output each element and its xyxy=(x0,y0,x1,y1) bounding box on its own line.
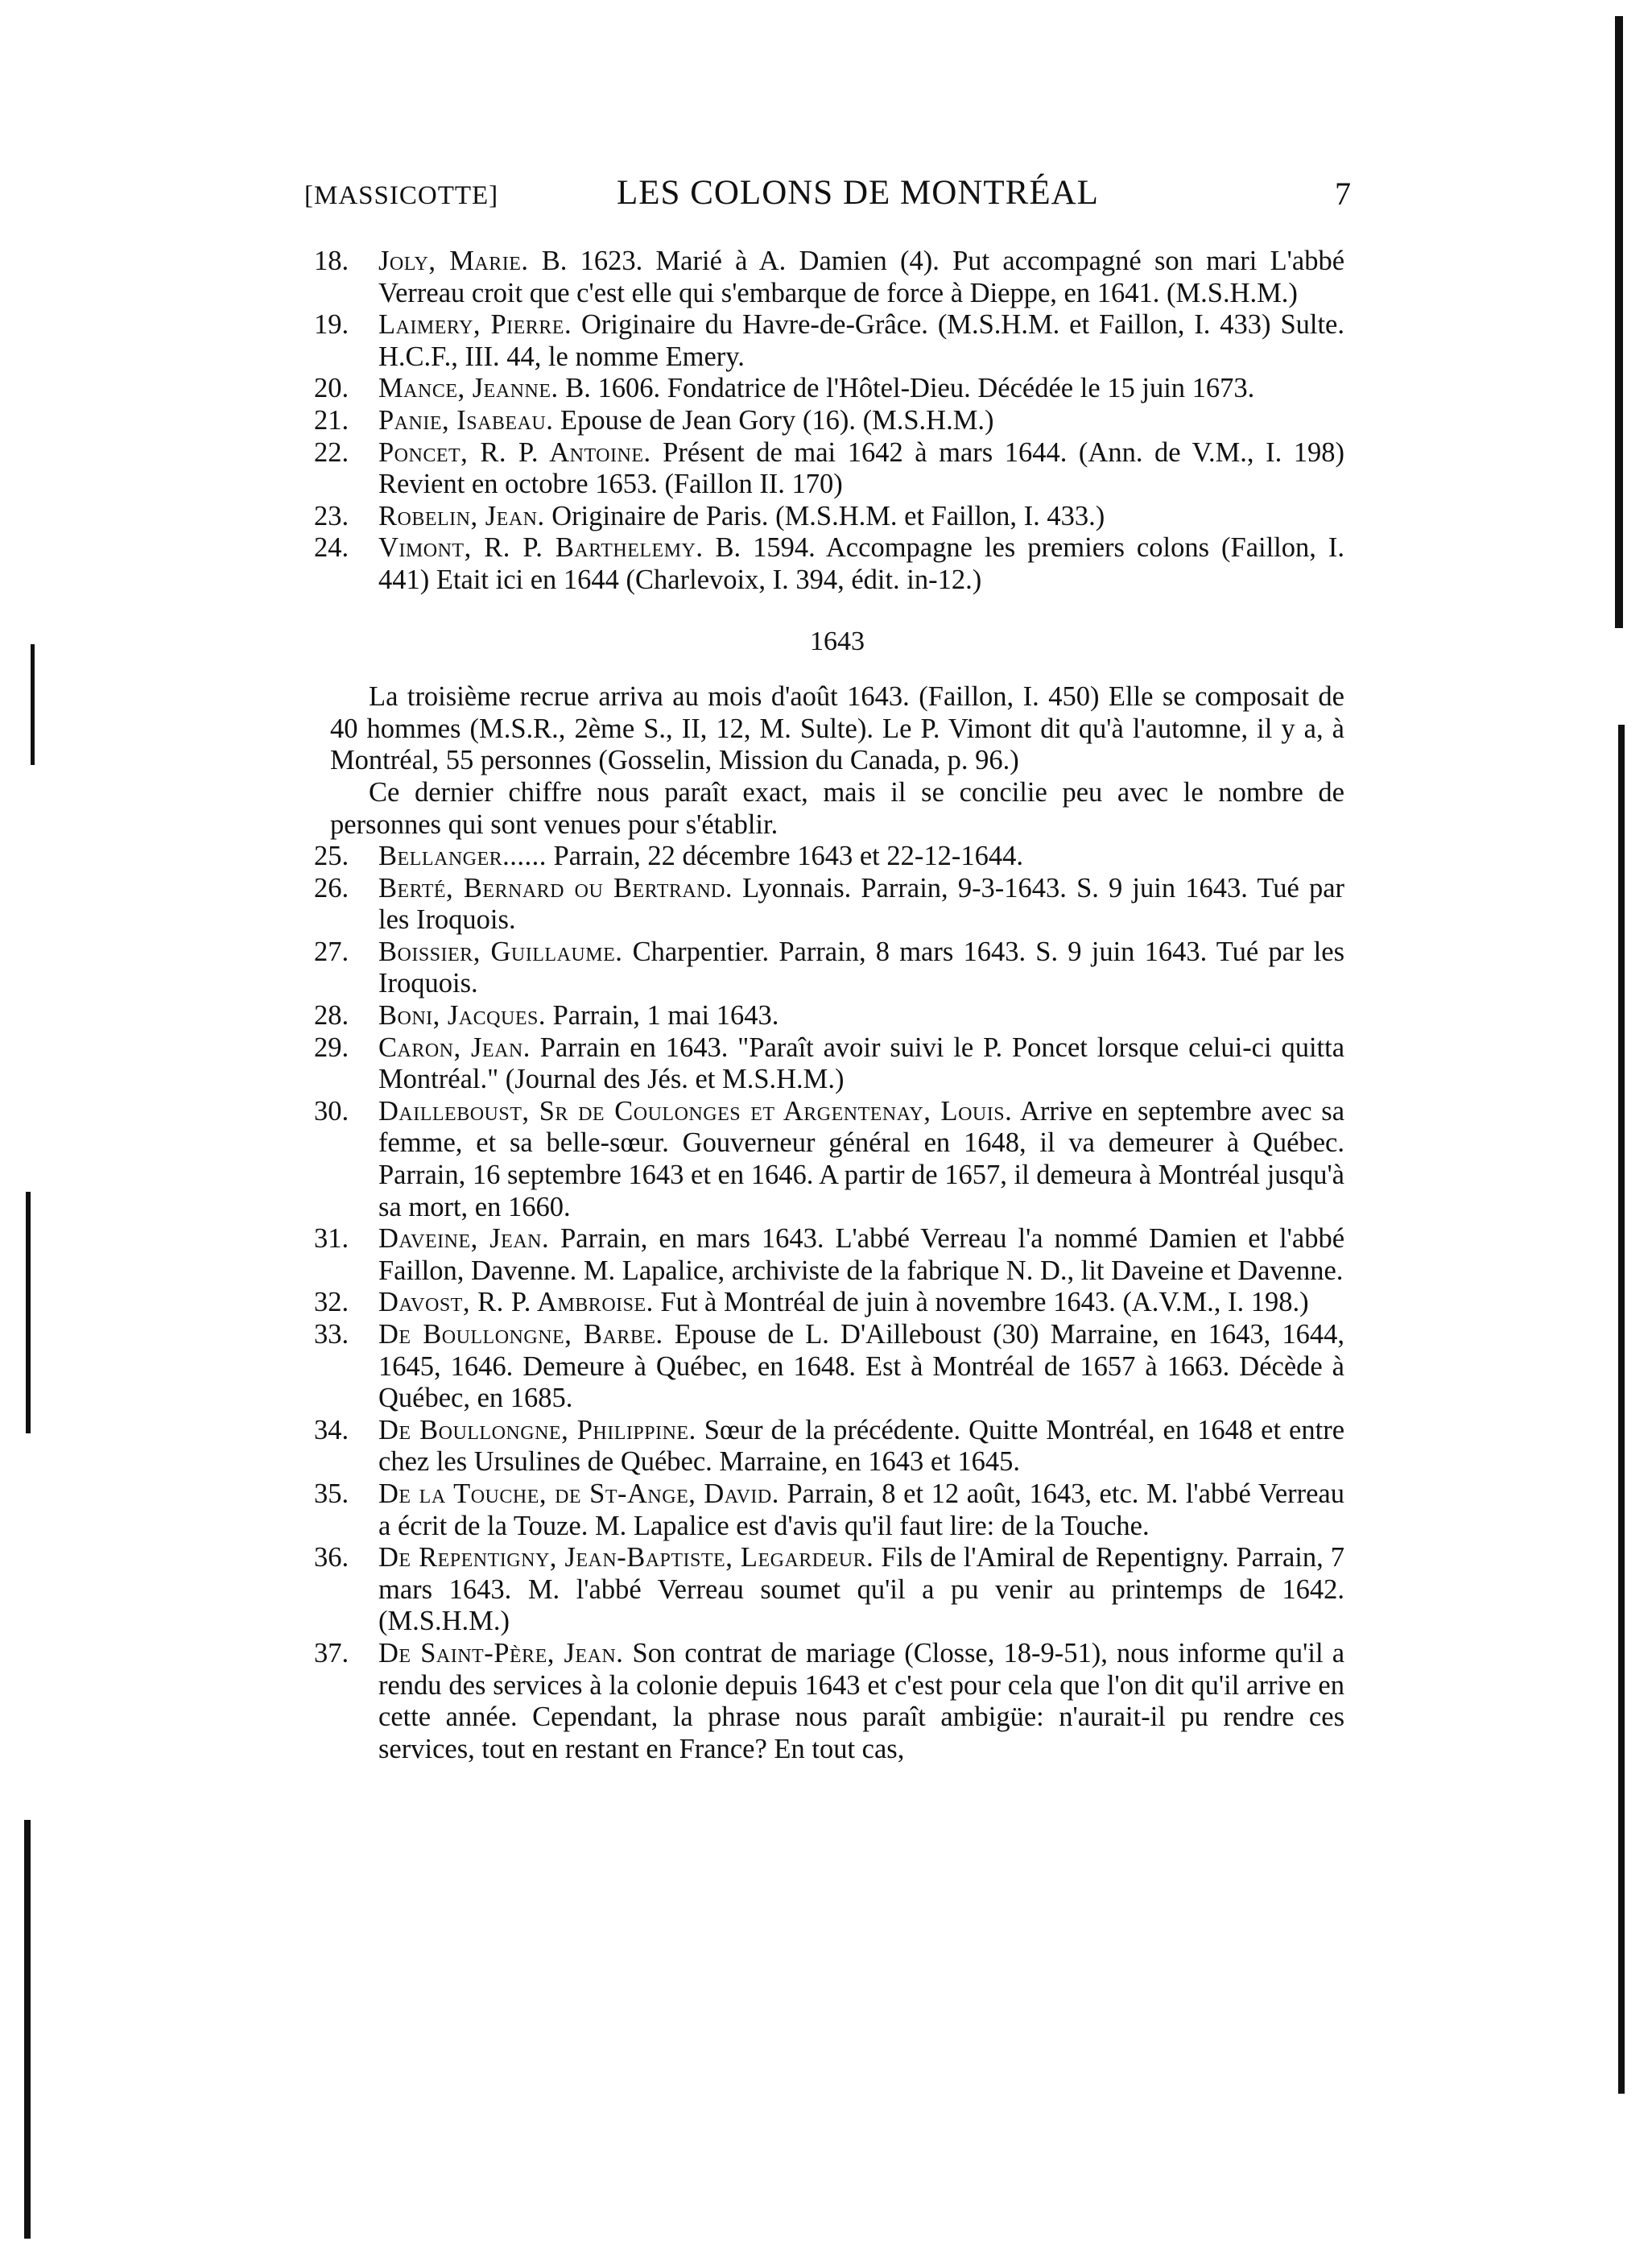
scan-edge-mark xyxy=(1615,16,1623,628)
entry-number: 29. xyxy=(314,1032,349,1063)
entry-number: 19. xyxy=(314,309,349,341)
entry-text: Originaire du Havre-de-Grâce. (M.S.H.M. et Faillon, I. 433) Sulte. H.C.F., III. 44, le nomme Emery. xyxy=(378,309,1344,372)
entry-number: 20. xyxy=(314,373,349,404)
entry-name: Laimery, Pierre. xyxy=(378,309,572,341)
entry xyxy=(314,1000,1344,1032)
entry xyxy=(314,1032,1345,1096)
entry-text: Parrain, 22 décembre 1643 et 22-12-1644. xyxy=(553,841,1023,872)
entry-name: Berté, Bernard ou Bertrand. xyxy=(378,872,733,904)
entry-text: Originaire de Paris. (M.S.H.M. et Faillon, I. 433.) xyxy=(551,500,1105,531)
entry xyxy=(314,532,1345,596)
entry-name: Poncet, R. P. Antoine. xyxy=(378,436,651,468)
entry xyxy=(314,1478,1344,1542)
entry-number: 31. xyxy=(314,1223,349,1255)
entry xyxy=(314,936,1344,1000)
entry xyxy=(314,309,1344,373)
entry-name: Boissier, Guillaume. xyxy=(378,936,623,967)
entry-name: Joly, Marie. xyxy=(378,246,529,276)
scan-edge-mark xyxy=(1618,725,1625,2094)
entry xyxy=(314,404,1344,437)
entry-number: 27. xyxy=(314,936,349,967)
scan-edge-mark xyxy=(24,1820,31,2239)
entry-text: Présent de mai 1642 à mars 1644. (Ann. de V.M., I. 198) Revient en octobre 1653. (Faillon II. 170) xyxy=(378,436,1344,500)
entry-name: Caron, Jean. xyxy=(378,1032,531,1063)
entry xyxy=(314,373,1344,405)
entry-text: Charpentier. Parrain, 8 mars 1643. S. 9 juin 1643. Tué par les Iroquois. xyxy=(378,936,1344,999)
entry xyxy=(314,1542,1345,1638)
entry-text: Arrive en septembre avec sa femme, et sa belle-sœur. Gouverneur général en 1648, il va demeurer à Québec. Parrain, 16 septembre 1643 et en 1646. A partir de 1657, il demeura à Montréal jusqu'à sa mort, en 1660. xyxy=(378,1095,1345,1222)
entry-name: Boni, Jacques. xyxy=(378,1000,546,1032)
entry-name: Dailleboust, Sr de Coulonges et Argentenay, Louis. xyxy=(378,1095,1013,1127)
entry-name: Vimont, R. P. Barthelemy. xyxy=(378,532,704,564)
header-author: [MASSICOTTE] xyxy=(304,181,499,210)
entry-name: Panie, Isabeau. xyxy=(378,404,554,436)
entry-text: Son contrat de mariage (Closse, 18-9-51), nous informe qu'il a rendu des services à la colonie depuis 1643 et c'est pour cela que l'on dit qu'il arrive en cette année. Cependant, la phrase nous paraît ambigüe: n'aurait-il pu rendre ces services, tout en restant en France? En tout cas, xyxy=(378,1637,1345,1764)
entry-number: 24. xyxy=(314,532,349,564)
entry xyxy=(314,1637,1345,1765)
entry-number: 23. xyxy=(314,500,349,531)
entry-number: 25. xyxy=(314,841,349,872)
entry-text: Parrain en 1643. "Paraît avoir suivi le P. Poncet lorsque celui-ci quitta Montréal." (Journal des Jés. et M.S.H.M.) xyxy=(378,1032,1345,1095)
entry-text: Fut à Montréal de juin à novembre 1643. (A.V.M., I. 198.) xyxy=(660,1287,1309,1318)
entry xyxy=(314,1095,1345,1223)
entry xyxy=(314,1319,1345,1415)
entry-number: 26. xyxy=(314,872,349,904)
entry-text: B. 1623. Marié à A. Damien (4). Put accompagné son mari L'abbé Verreau croit que c'est elle qui s'embarque de force à Dieppe, en 1641. (M.S.H.M.) xyxy=(378,246,1345,308)
entry-number: 30. xyxy=(314,1095,349,1127)
entry xyxy=(314,1287,1344,1319)
entry-name: De la Touche, de St-Ange, David. xyxy=(378,1478,779,1509)
entry xyxy=(314,872,1345,937)
entry-name: Bellanger...... xyxy=(378,841,547,872)
entry xyxy=(314,500,1344,533)
entry-name: Robelin, Jean. xyxy=(378,500,545,531)
entry-name: De Repentigny, Jean-Baptiste, Legardeur. xyxy=(378,1542,874,1573)
entry-number: 33. xyxy=(314,1319,349,1350)
paragraph: La troisième recrue arriva au mois d'août 1643. (Faillon, I. 450) Elle se composait de 40 hommes (M.S.R., 2ème S., II, 12, M. Sulte). Le P. Vimont dit qu'à l'automne, il y a, à Montréal, 55 personnes (Gosselin, Mission du Canada, p. 96.) xyxy=(330,681,1344,776)
entry-name: Daveine, Jean. xyxy=(378,1223,550,1255)
entry-number: 35. xyxy=(314,1478,349,1509)
entry-number: 21. xyxy=(314,404,349,436)
entry-text: Sœur de la précédente. Quitte Montréal, en 1648 et entre chez les Ursulines de Québec. Marraine, en 1643 et 1645. xyxy=(378,1414,1345,1478)
entry-text: Parrain, 8 et 12 août, 1643, etc. M. l'abbé Verreau a écrit de la Touze. M. Lapalice est d'avis qu'il faut lire: de la Touche. xyxy=(378,1478,1344,1541)
running-header xyxy=(304,173,1351,221)
entry-number: 37. xyxy=(314,1637,349,1668)
entries-list-after xyxy=(314,841,1345,1765)
entry-name: De Boullongne, Philippine. xyxy=(378,1414,696,1445)
page-number: 7 xyxy=(1335,176,1351,212)
page-body xyxy=(314,246,1345,1765)
entry-text: Epouse de Jean Gory (16). (M.S.H.M.) xyxy=(560,404,994,436)
year-heading: 1643 xyxy=(810,626,865,656)
entry-text: B. 1594. Accompagne les premiers colons (Faillon, I. 441) Etait ici en 1644 (Charlevoix, I. 394, édit. in-12.) xyxy=(378,532,1345,595)
entry-text: Lyonnais. Parrain, 9-3-1643. S. 9 juin 1643. Tué par les Iroquois. xyxy=(378,872,1345,936)
entry-name: Mance, Jeanne. xyxy=(378,373,559,404)
entry-number: 32. xyxy=(314,1287,349,1318)
intro-paragraphs xyxy=(330,681,1344,841)
entry-number: 36. xyxy=(314,1542,349,1573)
entry-text: Parrain, en mars 1643. L'abbé Verreau l'a nommé Damien et l'abbé Faillon, Davenne. M. Lapalice, archiviste de la fabrique N. D., lit Daveine et Davenne. xyxy=(378,1223,1345,1286)
scan-edge-mark xyxy=(31,644,35,765)
header-title: LES COLONS DE MONTRÉAL xyxy=(617,174,1099,212)
entry-text: Epouse de L. D'Ailleboust (30) Marraine, en 1643, 1644, 1645, 1646. Demeure à Québec, en 1648. Est à Montréal de 1657 à 1663. Décède à Québec, en 1685. xyxy=(378,1319,1345,1414)
entry xyxy=(314,1223,1345,1287)
entry-name: De Saint-Père, Jean. xyxy=(378,1637,624,1668)
entry-text: Parrain, 1 mai 1643. xyxy=(552,1000,779,1032)
entry xyxy=(314,1414,1345,1478)
entry-text: B. 1606. Fondatrice de l'Hôtel-Dieu. Décédée le 15 juin 1673. xyxy=(565,373,1255,404)
entry-name: De Boullongne, Barbe. xyxy=(378,1319,663,1350)
entry-number: 28. xyxy=(314,1000,349,1032)
scan-edge-mark xyxy=(26,1192,31,1433)
entry-name: Davost, R. P. Ambroise. xyxy=(378,1287,654,1318)
entry xyxy=(314,841,1344,873)
entry-number: 34. xyxy=(314,1414,349,1445)
entry-number: 18. xyxy=(314,246,349,276)
entry xyxy=(314,246,1345,309)
entry-number: 22. xyxy=(314,436,349,468)
paragraph: Ce dernier chiffre nous paraît exact, mais il se concilie peu avec le nombre de personnes qui sont venues pour s'établir. xyxy=(330,776,1344,840)
entry xyxy=(314,436,1344,501)
entry-text: Fils de l'Amiral de Repentigny. Parrain, 7 mars 1643. M. l'abbé Verreau soumet qu'il a pu venir au printemps de 1642. (M.S.H.M.) xyxy=(378,1542,1345,1637)
entries-list-before xyxy=(314,246,1345,597)
